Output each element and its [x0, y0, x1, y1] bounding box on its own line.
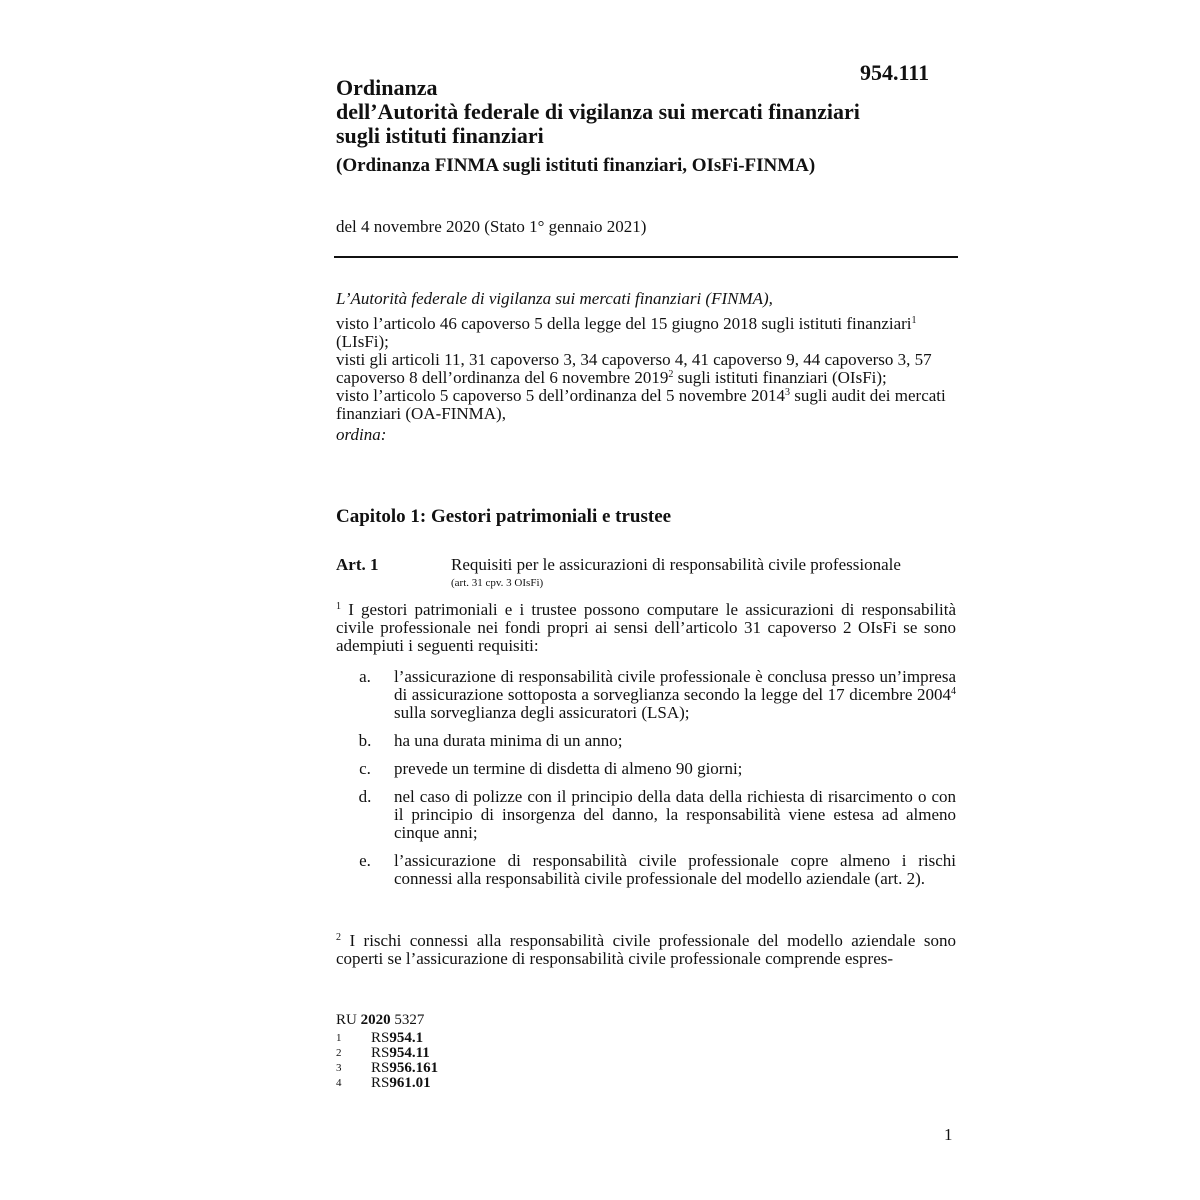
title-line-2: dell’Autorità federale di vigilanza sui mercati finanziari: [336, 99, 860, 124]
footnote-ref-2[interactable]: 2: [668, 369, 674, 380]
preamble-ordina: ordina:: [336, 425, 387, 444]
chapter-heading: Capitolo 1: Gestori patrimoniali e trustee: [336, 506, 672, 527]
list-item-text: l’assicurazione di responsabilità civile professionale è conclusa presso un’impresa di assicurazione sottoposta a sorveglianza secondo la legge del 17 dicembre 2004$^4$ sulla sorveglianza degli assicuratori (LSA);: [394, 667, 956, 722]
footnote: 3 RS 956.161: [336, 1060, 439, 1076]
list-item-letter: c.: [359, 759, 371, 778]
paragraph-number: 1: [336, 601, 341, 612]
article-title: Requisiti per le assicurazioni di responsabilità civile professionale: [451, 555, 901, 574]
document-title: [336, 76, 956, 148]
ru-reference: RU 2020 5327: [336, 1012, 425, 1028]
list-item: [336, 760, 956, 778]
footnote: 4 RS 961.01: [336, 1075, 431, 1091]
footnote: 1 RS 954.1: [336, 1030, 424, 1046]
list-item-text: nel caso di polizze con il principio della data della richiesta di risarcimento o con il principio di insorgenza del danno, la responsabilità viene estesa ad almeno cinque anni;: [394, 787, 956, 842]
footnote: 2 RS 954.11: [336, 1045, 430, 1061]
list-item-text: ha una durata minima di un anno;: [394, 731, 623, 750]
list-item: [336, 732, 956, 750]
preamble-line-1: visto l’articolo 46 capoverso 5 della legge del 15 giugno 2018 sugli istituti finanziari$^1$ (LIsFi);: [336, 314, 917, 351]
document-subtitle: (Ordinanza FINMA sugli istituti finanziari, OIsFi-FINMA): [336, 155, 816, 176]
list-item-letter: d.: [358, 787, 372, 806]
footnote-ref-1[interactable]: 1: [911, 315, 917, 326]
preamble-line-2: visti gli articoli 11, 31 capoverso 3, 34 capoverso 4, 41 capoverso 9, 44 capoverso 3, 57 capoverso 8 dell’ordinanza del 6 novembre 2019$^2$ sugli istituti finanziari (OIsFi);: [336, 350, 932, 387]
paragraph-number: 2: [336, 932, 341, 943]
title-line-3: sugli istituti finanziari: [336, 123, 544, 148]
footnote-ref-3[interactable]: 3: [784, 387, 790, 398]
list-item-letter: e.: [359, 851, 371, 870]
page-number: 1: [944, 1125, 953, 1144]
list-item: [336, 788, 956, 842]
list-item: [336, 852, 956, 888]
article-paragraph-2: $^2$ I rischi connessi alla responsabilità civile professionale del modello aziendale sono coperti se l’assicurazione di responsabilità civile professionale comprende espres-: [336, 931, 956, 968]
list-item: [336, 668, 956, 722]
header-divider: [334, 256, 958, 258]
list-item-letter: a.: [359, 667, 371, 686]
list-item-letter: b.: [358, 731, 372, 750]
requirements-list: [336, 668, 956, 898]
footnotes: [336, 1031, 438, 1091]
title-line-1: Ordinanza: [336, 75, 438, 100]
list-item-text: prevede un termine di disdetta di almeno 90 giorni;: [394, 759, 743, 778]
footnote-ref-4[interactable]: 4: [951, 686, 956, 697]
preamble-authority: L’Autorità federale di vigilanza sui mercati finanziari (FINMA),: [336, 289, 773, 308]
preamble: [336, 290, 956, 444]
sr-number: 954.111: [860, 60, 930, 85]
article-reference: (art. 31 cpv. 3 OIsFi): [451, 577, 544, 589]
dateline: del 4 novembre 2020 (Stato 1° gennaio 2021): [336, 217, 647, 236]
article-number: Art. 1: [336, 555, 379, 574]
article-paragraph-1: $^1$ I gestori patrimoniali e i trustee possono computare le assicurazioni di responsabilità civile professionale nei fondi propri ai sensi dell’articolo 31 capoverso 2 OIsFi se sono adempiuti i seguenti requisiti:: [336, 600, 956, 655]
list-item-text: l’assicurazione di responsabilità civile professionale copre almeno i rischi connessi alla responsabilità civile professionale del modello aziendale (art. 2).: [394, 851, 956, 888]
preamble-line-3: visto l’articolo 5 capoverso 5 dell’ordinanza del 5 novembre 2014$^3$ sugli audit dei mercati finanziari (OA-FINMA),: [336, 386, 946, 423]
